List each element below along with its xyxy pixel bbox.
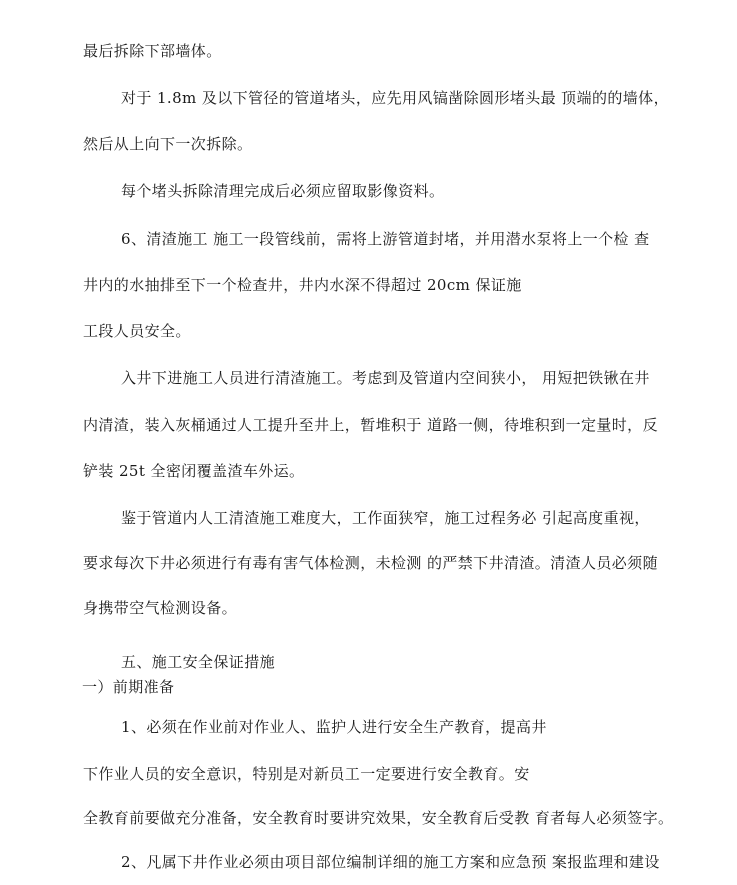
paragraph-line: 每个堵头拆除清理完成后必须应留取影像资料。 [121, 182, 445, 200]
paragraph-line: 对于 1.8m 及以下管径的管道堵头，应先用风镐凿除圆形堵头最 顶端的的墙体， [121, 89, 669, 107]
paragraph-line: 要求每次下井必须进行有毒有害气体检测，未检测 的严禁下井清渣。清渣人员必须随 [83, 554, 658, 572]
paragraph-line: 最后拆除下部墙体。 [83, 42, 222, 60]
paragraph-line: 内清渣，装入灰桶通过人工提升至井上，暂堆积于 道路一侧，待堆积到一定量时，反 [83, 416, 658, 434]
paragraph-line: 鉴于管道内人工清渣施工难度大，工作面狭窄，施工过程务必 引起高度重视， [121, 509, 650, 527]
paragraph-line: 2、凡属下井作业必须由项目部位编制详细的施工方案和应急预 案报监理和建设 [121, 853, 660, 871]
paragraph-line: 1、必须在作业前对作业人、监护人进行安全生产教育，提高井 [121, 718, 547, 736]
paragraph-line: 工段人员安全。 [83, 322, 191, 340]
paragraph-line: 全教育前要做充分准备，安全教育时要讲究效果，安全教育后受教 育者每人必须签字。 [83, 809, 674, 827]
subsection-heading: 一）前期准备 [82, 678, 175, 696]
paragraph-line: 下作业人员的安全意识，特别是对新员工一定要进行安全教育。安 [83, 765, 530, 783]
paragraph-line: 铲装 25t 全密闭覆盖渣车外运。 [83, 462, 305, 480]
section-heading: 五、施工安全保证措施 [121, 653, 276, 671]
paragraph-line: 身携带空气检测设备。 [83, 599, 238, 617]
paragraph-line: 6、清渣施工 施工一段管线前，需将上游管道封堵，并用潜水泵将上一个检 查 [121, 230, 650, 248]
paragraph-line: 井内的水抽排至下一个检查井，井内水深不得超过 20cm 保证施 [83, 276, 522, 294]
paragraph-line: 然后从上向下一次拆除。 [83, 135, 253, 153]
paragraph-line: 入井下进施工人员进行清渣施工。考虑到及管道内空间狭小， 用短把铁锹在井 [121, 369, 650, 387]
